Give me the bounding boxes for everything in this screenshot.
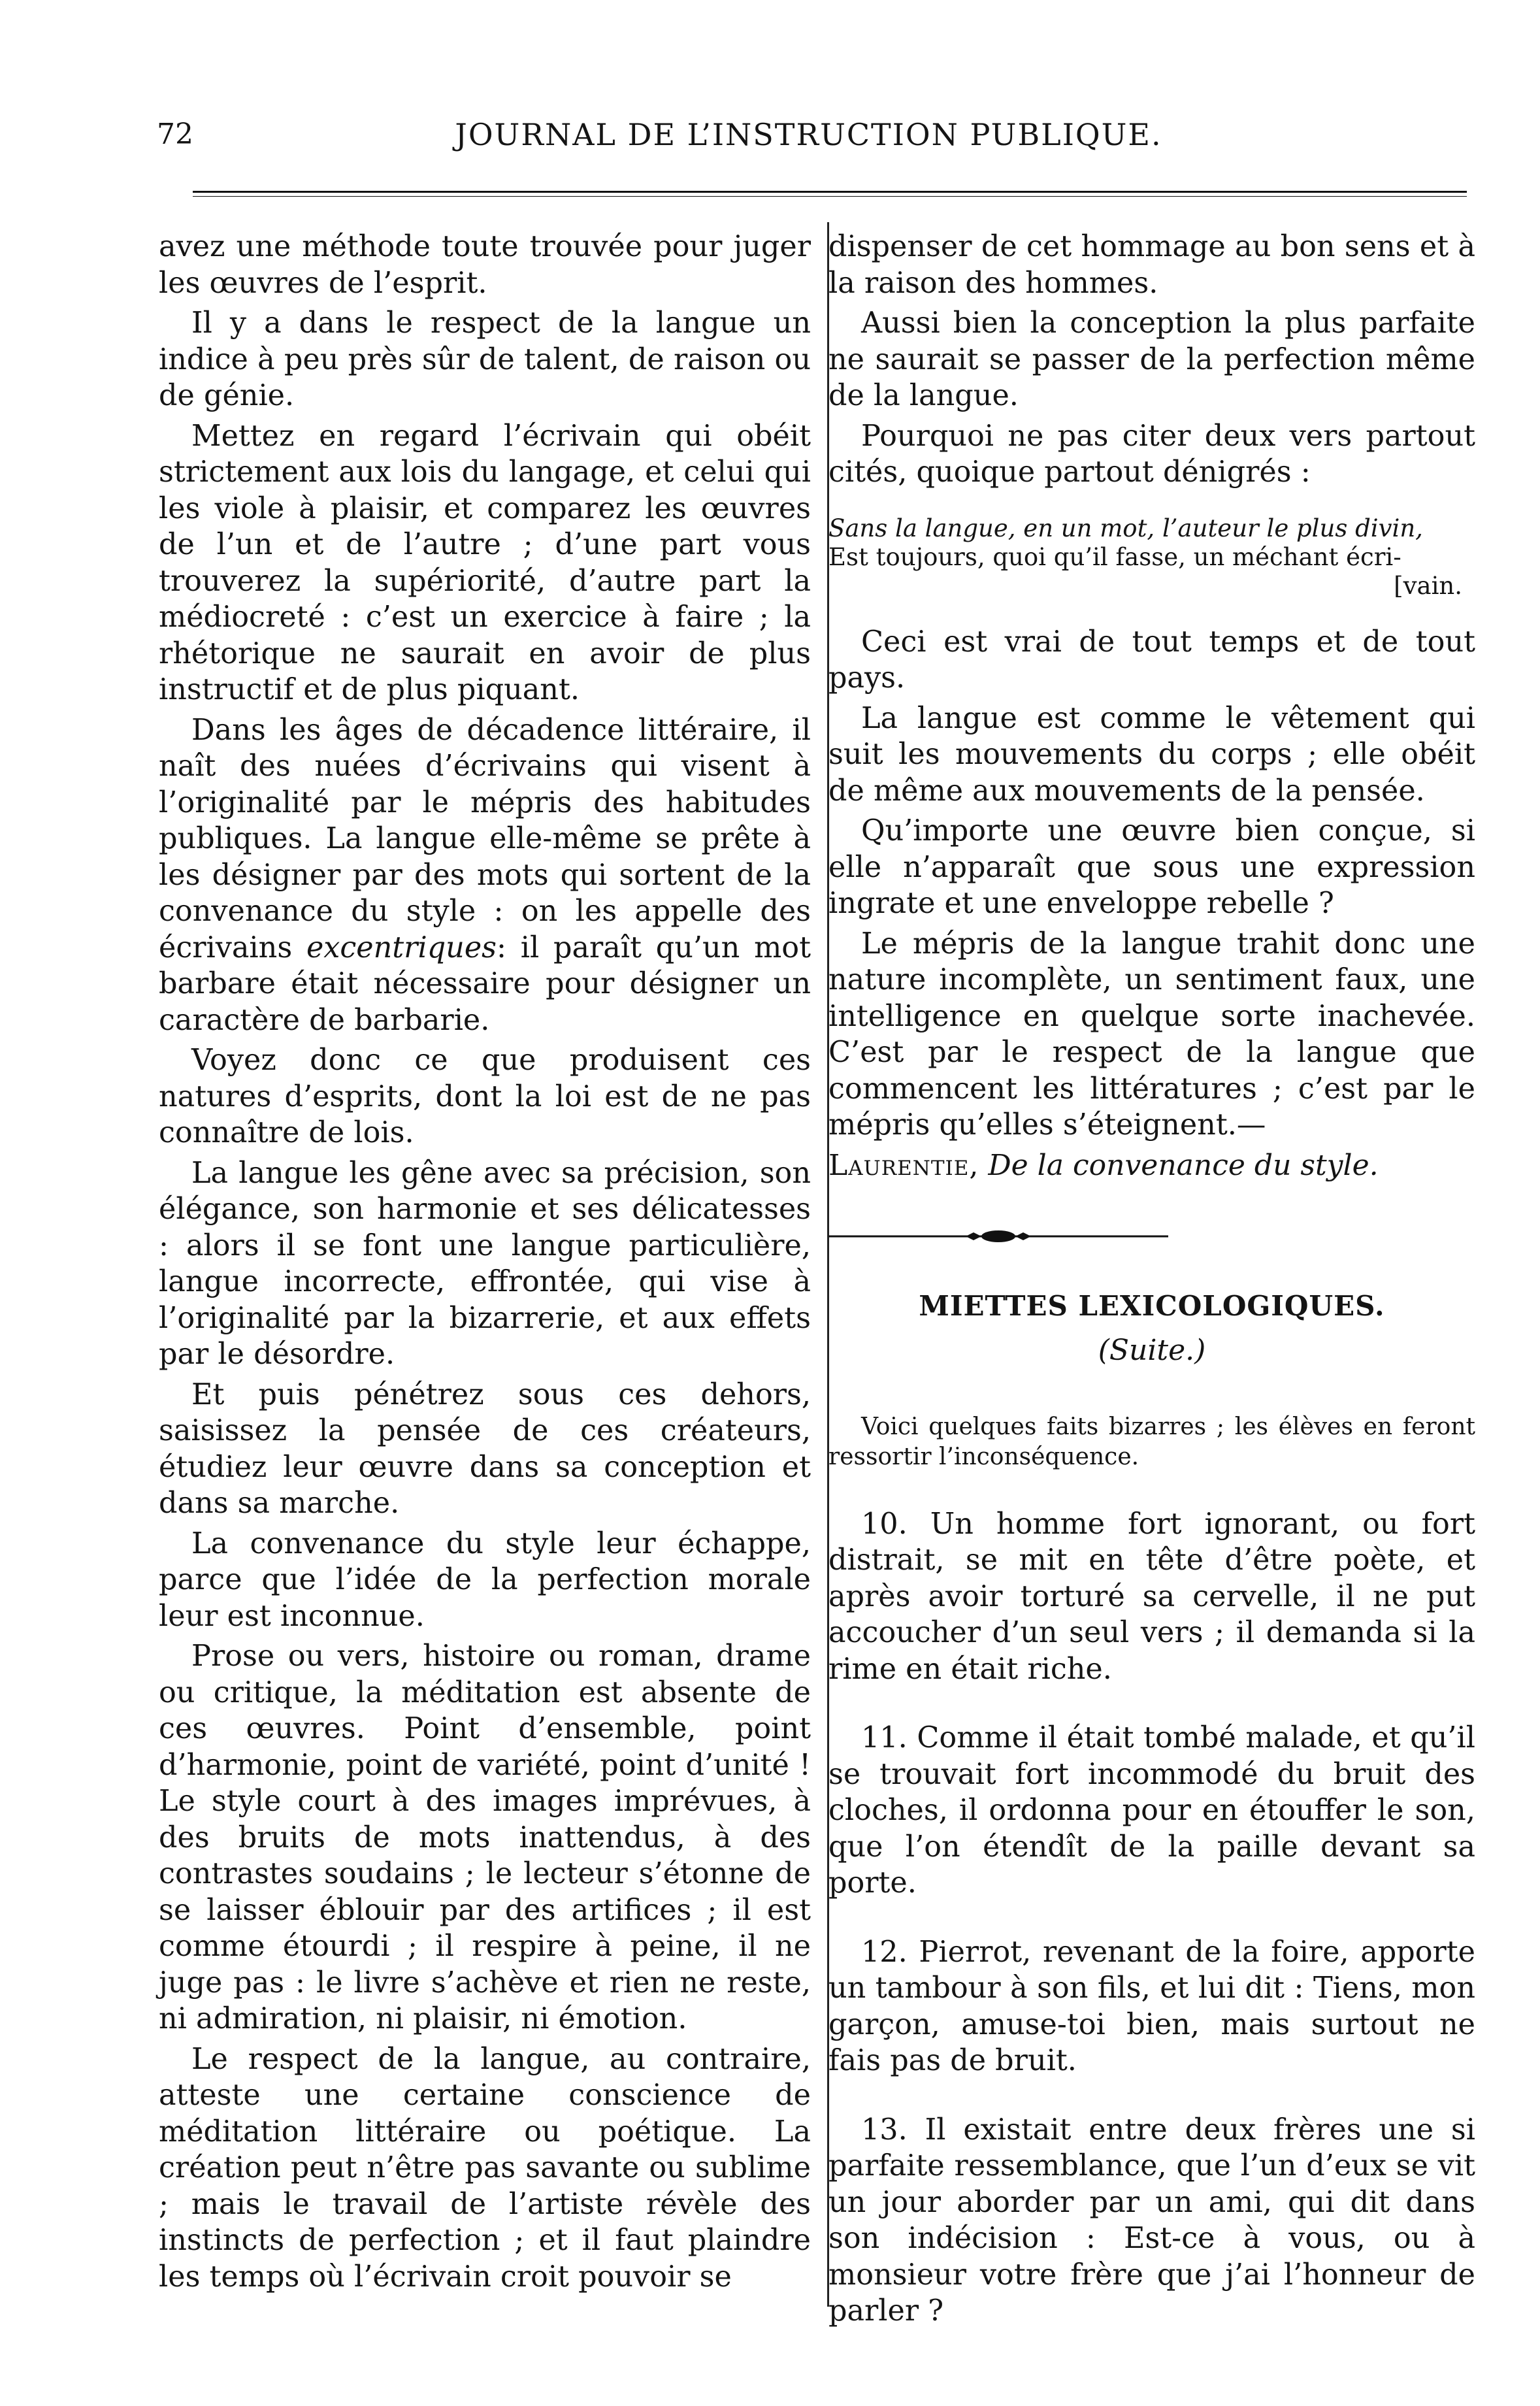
paragraph: Qu’importe une œuvre bien conçue, si elle n’apparaît que sous une expression ingrate et une enveloppe rebelle ? <box>828 814 1475 920</box>
right-column <box>828 229 1475 2362</box>
paragraph: Et puis pénétrez sous ces dehors, saisissez la pensée de ces créateurs, étudiez leur œuvre dans sa conception et dans sa marche. <box>159 1377 811 1520</box>
paragraph: avez une méthode toute trouvée pour juger les œuvres de l’esprit. <box>159 230 811 300</box>
paragraph: dispenser de cet hommage au bon sens et à la raison des hommes. <box>828 230 1475 300</box>
paragraph: Ceci est vrai de tout temps et de tout pays. <box>828 625 1475 695</box>
section-intro: Voici quelques faits bizarres ; les élèves en feront ressortir l’inconséquence. <box>828 1413 1475 1470</box>
quoted-verse <box>828 514 1475 601</box>
paragraph: Aussi bien la conception la plus parfaite ne saurait se passer de la perfection même de la langue. <box>828 306 1475 412</box>
citation <box>828 1147 1475 1183</box>
paragraph: La convenance du style leur échappe, parce que l’idée de la perfection morale leur est inconnue. <box>159 1526 811 1633</box>
ornament-divider <box>828 1227 1168 1246</box>
paragraph: Le mépris de la langue trahit donc une nature incomplète, un sentiment faux, une intelligence en quelque sorte inachevée. C’est par le respect de la langue que commencent les littératures ; c’est par le mépris qu’elles s’éteignent.— <box>828 927 1475 1142</box>
list-item: 11. Comme il était tombé malade, et qu’il se trouvait fort incommodé du bruit des cloches, il ordonna pour en étouffer le son, que l’on étendît de la paille devant sa porte. <box>828 1721 1475 1900</box>
list-item: 10. Un homme fort ignorant, ou fort distrait, se mit en tête d’être poète, et après avoir torturé sa cervelle, il ne put accoucher d’un seul vers ; il demanda si la rime en était riche. <box>828 1507 1475 1686</box>
paragraph: Voyez donc ce que produisent ces natures d’esprits, dont la loi est de ne pas connaître de lois. <box>159 1044 811 1149</box>
emphasized-term: excentriques <box>306 931 497 964</box>
citation-work: De la convenance du style. <box>988 1148 1379 1182</box>
left-column <box>159 229 811 2299</box>
paragraph <box>159 712 811 1039</box>
paragraph: Pourquoi ne pas citer deux vers partout cités, quoique partout dénigrés : <box>828 419 1475 489</box>
verse-line: [vain. <box>1394 571 1462 600</box>
citation-author: Laurentie, <box>828 1148 979 1182</box>
verse-line: Est toujours, quoi qu’il fasse, un méchant écri- <box>828 542 1401 571</box>
header-rule-thin <box>193 196 1467 197</box>
paragraph: La langue est comme le vêtement qui suit les mouvements du corps ; elle obéit de même aux mouvements de la pensée. <box>828 701 1475 808</box>
section-subtitle: (Suite.) <box>1098 1333 1206 1367</box>
paragraph: Mettez en regard l’écrivain qui obéit strictement aux lois du langage, et celui qui les viole à plaisir, et comparez les œuvres de l’un et de l’autre ; d’une part vous trouverez la supériorité, d’autre part la médiocreté : c’est un exercice à faire ; la rhétorique ne saurait en avoir de plus instructif et de plus piquant. <box>159 419 811 706</box>
paragraph: Le respect de la langue, au contraire, atteste une certaine conscience de méditation littéraire ou poétique. La création peut n’être pas savante ou sublime ; mais le travail de l’artiste révèle des instincts de perfection ; et il faut plaindre les temps où l’écrivain croit pouvoir se <box>159 2042 811 2294</box>
section-title: MIETTES LEXICOLOGIQUES. <box>919 1289 1385 1322</box>
paragraph: La langue les gêne avec sa précision, son élégance, son harmonie et ses délicatesses : alors il se font une langue particulière, langue incorrecte, effrontée, qui vise à l’originalité par la bizarrerie, et aux effets par le désordre. <box>159 1156 811 1371</box>
verse-line: Sans la langue, en un mot, l’auteur le plus divin, <box>828 514 1423 542</box>
running-title: JOURNAL DE L’INSTRUCTION PUBLIQUE. <box>455 117 1162 152</box>
paragraph: Prose ou vers, histoire ou roman, drame ou critique, la méditation est absente de ces œuvres. Point d’ensemble, point d’harmonie, point de variété, point d’unité ! Le style court à des images imprévues, à des bruits de mots inattendus, à des contrastes soudains ; le lecteur s’étonne de se laisser éblouir par des artifices ; il est comme étourdi ; il respire à peine, il ne juge pas : le livre s’achève et rien ne reste, ni admiration, ni plaisir, ni émotion. <box>159 1640 811 2035</box>
page-number: 72 <box>157 118 193 151</box>
list-item: 12. Pierrot, revenant de la foire, apporte un tambour à son fils, et lui dit : Tiens, mon garçon, amuse-toi bien, mais surtout ne fais pas de bruit. <box>828 1935 1475 2077</box>
list-item: 13. Il existait entre deux frères une si parfaite ressemblance, que l’un d’eux se vit un jour aborder par un ami, qui dit dans son indécision : Est-ce à vous, ou à monsieur votre frère que j’ai l’honneur de parler ? <box>828 2113 1475 2328</box>
page-header <box>157 115 1460 167</box>
paragraph-text: : il paraît qu’un mot barbare était nécessaire pour désigner un caractère de barbarie. <box>159 931 811 1037</box>
header-rule <box>193 191 1467 193</box>
paragraph-text: Dans les âges de décadence littéraire, il naît des nuées d’écrivains qui visent à l’originalité par le mépris des habitudes publiques. La langue elle-même se prête à les désigner par des mots qui sortent de la convenance du style : on les appelle des écrivains <box>159 713 811 964</box>
paragraph: Il y a dans le respect de la langue un indice à peu près sûr de talent, de raison ou de génie. <box>159 306 811 412</box>
